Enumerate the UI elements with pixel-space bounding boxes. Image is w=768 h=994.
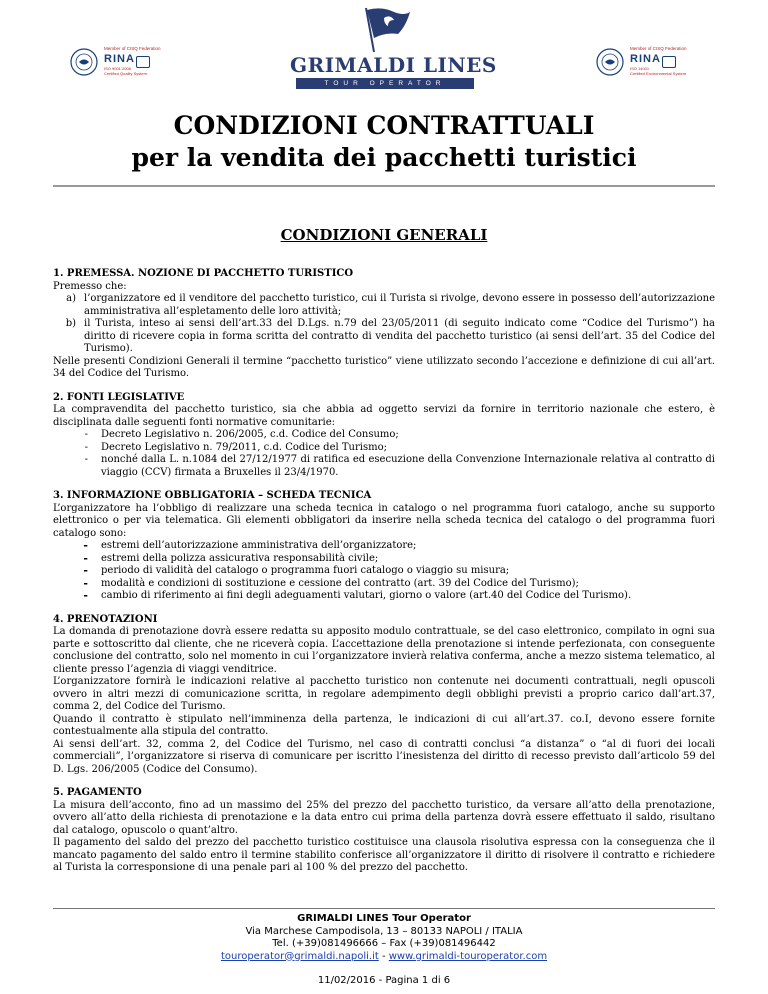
section-title-general: CONDIZIONI GENERALI [280,226,488,244]
footer-company: GRIMALDI LINES Tour Operator [297,913,471,924]
list-item [53,578,715,591]
paragraph: Il pagamento del saldo del prezzo del pacchetto turistico costituisce una clausola risolutiva espressa con la conseguenza che il mancato pagamento del saldo entro il termine stabilito conferisce all’organizzatore il diritto di risolvere il contratto e richiedere al Turista la corresponsione di una penale pari al 100 % del prezzo del pacchetto. [53,837,715,873]
section-heading: 1. PREMESSA. NOZIONE DI PACCHETTO TURISTICO [53,268,354,279]
list-text: estremi dell’autorizzazione amministrativa dell’organizzatore; [101,540,417,551]
rina-quality-certification [70,44,161,88]
paragraph: L’organizzatore ha l’obbligo di realizzare una scheda tecnica in catalogo o nel programma fuori catalogo, anche su supporto elettronico o per via telematica. Gli elementi obbligatori da inserire nella scheda tecnica del catalogo o del programma fuori catalogo sono: [53,502,715,539]
list-text: Decreto Legislativo n. 79/2011, c.d. Codice del Turismo; [101,441,387,453]
list-item [53,565,715,578]
cert-iso: ISO 9001:2008 Certified Quality System [104,66,147,76]
paragraph: Quando il contratto è stipulato nell’imminenza della partenza, le indicazioni di cui all’art.37. co.I, devono essere fornite contestualmente alla stipula del contratto. [53,713,715,737]
rina-seal-icon [70,48,98,76]
cert-federation-label: Member of CISQ Federation [104,46,161,51]
list-item [53,293,715,318]
paragraph: La misura dell’acconto, fino ad un massimo del 25% del prezzo del pacchetto turistico, da versare all’atto della prenotazione, ovvero all’atto della richiesta di prenotazione e la data entro cui prima della partenza dovrà essere effettuato il saldo, risultano dal catalogo, opuscolo o quant’altro. [53,799,715,836]
section-heading: 5. PAGAMENTO [53,787,142,798]
list-marker: - [83,551,88,565]
footer-contacts [0,951,768,964]
footer-email-link[interactable]: touroperator@grimaldi.napoli.it [220,950,379,962]
rina-environment-certification [596,44,687,88]
document-title [0,110,768,174]
list-text: il Turista, inteso ai sensi dell’art.33 del D.Lgs. n.79 del 23/05/2011 (di seguito indicato come “Codice del Turismo”) ha diritto di ricevere copia in forma scritta del contratto di vendita del pacchetto turistico (ai sensi dell’art. 35 del Codice del Turismo). [84,318,715,354]
list-marker: - [83,589,88,602]
logo-name: GRIMALDI LINES [290,53,497,77]
list-item [53,442,715,455]
document-footer [0,913,768,988]
footer-address: Via Marchese Campodisola, 13 – 80133 NAPOLI / ITALIA [245,925,523,937]
footer-phone: Tel. (+39)081496666 – Fax (+39)081496442 [272,938,496,949]
list-text: estremi della polizza assicurativa responsabilità civile; [101,552,379,564]
list-text: modalità e condizioni di sostituzione e cessione del contratto (art. 39 del Codice del Turismo); [101,577,579,589]
list-marker: - [84,441,88,453]
section-5 [53,787,715,875]
paragraph: L’organizzatore fornirà le indicazioni relative al pacchetto turistico non contenute nei documenti contrattuali, negli opuscoli ovvero in altri mezzi di comunicazione scritta, in regolare adempimento degli obblighi previsti a proprio carico dall’art.37, comma 2, del Codice del Turismo. [53,676,715,712]
grimaldi-lines-logo [290,6,497,92]
list-marker: b) [65,318,76,329]
list-text: nonché dalla L. n.1084 del 27/12/1977 di ratifica ed esecuzione della Convenzione Internazionale relativa al contratto di viaggio (CCV) firmata a Bruxelles il 23/4/1970. [101,454,715,478]
footer-website-link[interactable]: www.grimaldi-touroperator.com [388,950,548,962]
list-item [53,540,715,553]
title-line-1: CONDIZIONI CONTRATTUALI [173,111,595,140]
paragraph: La compravendita del pacchetto turistico, sia che abbia ad oggetto servizi da fornire in territorio nazionale che estero, è disciplinata dalle seguenti fonti normative comunitarie: [53,404,715,428]
paragraph: La domanda di prenotazione dovrà essere redatta su apposito modulo contrattuale, se del caso elettronico, compilato in ogni sua parte e sottoscritto dal cliente, che ne riceverà copia. L’accettazione della prenotazione si intende perfezionata, con conseguente conclusione del contratto, solo nel momento in cui l’organizzatore invierà relativa conferma, anche a mezzo sistema telematico, al cliente presso l’agenzia di viaggi venditrice. [53,626,715,675]
section-heading: 3. INFORMAZIONE OBBLIGATORIA – SCHEDA TECNICA [53,490,372,501]
list-text: periodo di validità del catalogo o programma fuori catalogo o viaggio su misura; [101,565,510,576]
list-item [53,553,715,566]
list-marker: - [84,429,88,440]
cert-badge-icon [662,56,676,68]
section-1 [53,268,715,381]
paragraph: Ai sensi dell’art. 32, comma 2, del Codice del Turismo, nel caso di contratti conclusi “a distanza” o “al di fuori dei locali commerciali”, l’organizzatore si riserva di comunicare per iscritto l’inesistenza del diritto di recesso previsto dall’articolo 59 del D. Lgs. 206/2005 (Codice del Consumo). [53,738,715,775]
footer-divider [53,908,715,909]
list-marker: - [83,539,88,552]
document-header [0,0,768,95]
section-heading: 2. FONTI LEGISLATIVE [53,391,185,403]
cert-brand: RINA [104,53,135,65]
title-divider [53,185,715,187]
section-heading: 4. PRENOTAZIONI [53,613,158,625]
page-number: 11/02/2016 - Pagina 1 di 6 [317,975,451,986]
list-marker: a) [66,293,76,304]
list-marker: - [84,454,88,465]
section-4 [53,614,715,777]
cert-iso: ISO 14001 Certified Environmental System [630,66,687,76]
section-2 [53,392,715,480]
list-item [53,318,715,356]
cert-brand: RINA [630,53,661,65]
list-text: Decreto Legislativo n. 206/2005, c.d. Codice del Consumo; [101,429,399,440]
paragraph: Premesso che: [53,280,127,292]
logo-subtitle: TOUR OPERATOR [296,78,474,89]
rina-seal-icon [596,48,624,76]
cert-badge-icon [136,56,150,68]
cert-federation-label: Member of CISQ Federation [630,46,687,51]
section-3 [53,490,715,603]
list-text: l’organizzatore ed il venditore del pacchetto turistico, cui il Turista si rivolge, devono essere in possesso dell’autorizzazione amministrativa all’espletamento delle loro attività; [84,293,715,317]
title-line-2: per la vendita dei pacchetti turistici [131,143,637,172]
list-marker: - [83,564,88,577]
list-text: cambio di riferimento ai fini degli adeguamenti valutari, giorno o valore (art.40 del Codice del Turismo). [101,590,632,601]
footer-separator: - [378,950,389,962]
list-item [53,429,715,442]
list-marker: - [83,576,88,590]
document-body [53,268,715,886]
list-item [53,454,715,479]
paragraph: Nelle presenti Condizioni Generali il termine “pacchetto turistico” viene utilizzato secondo l’accezione e definizione di cui all’art. 34 del Codice del Turismo. [53,355,715,379]
flag-logo-icon [360,6,412,52]
list-item [53,590,715,603]
